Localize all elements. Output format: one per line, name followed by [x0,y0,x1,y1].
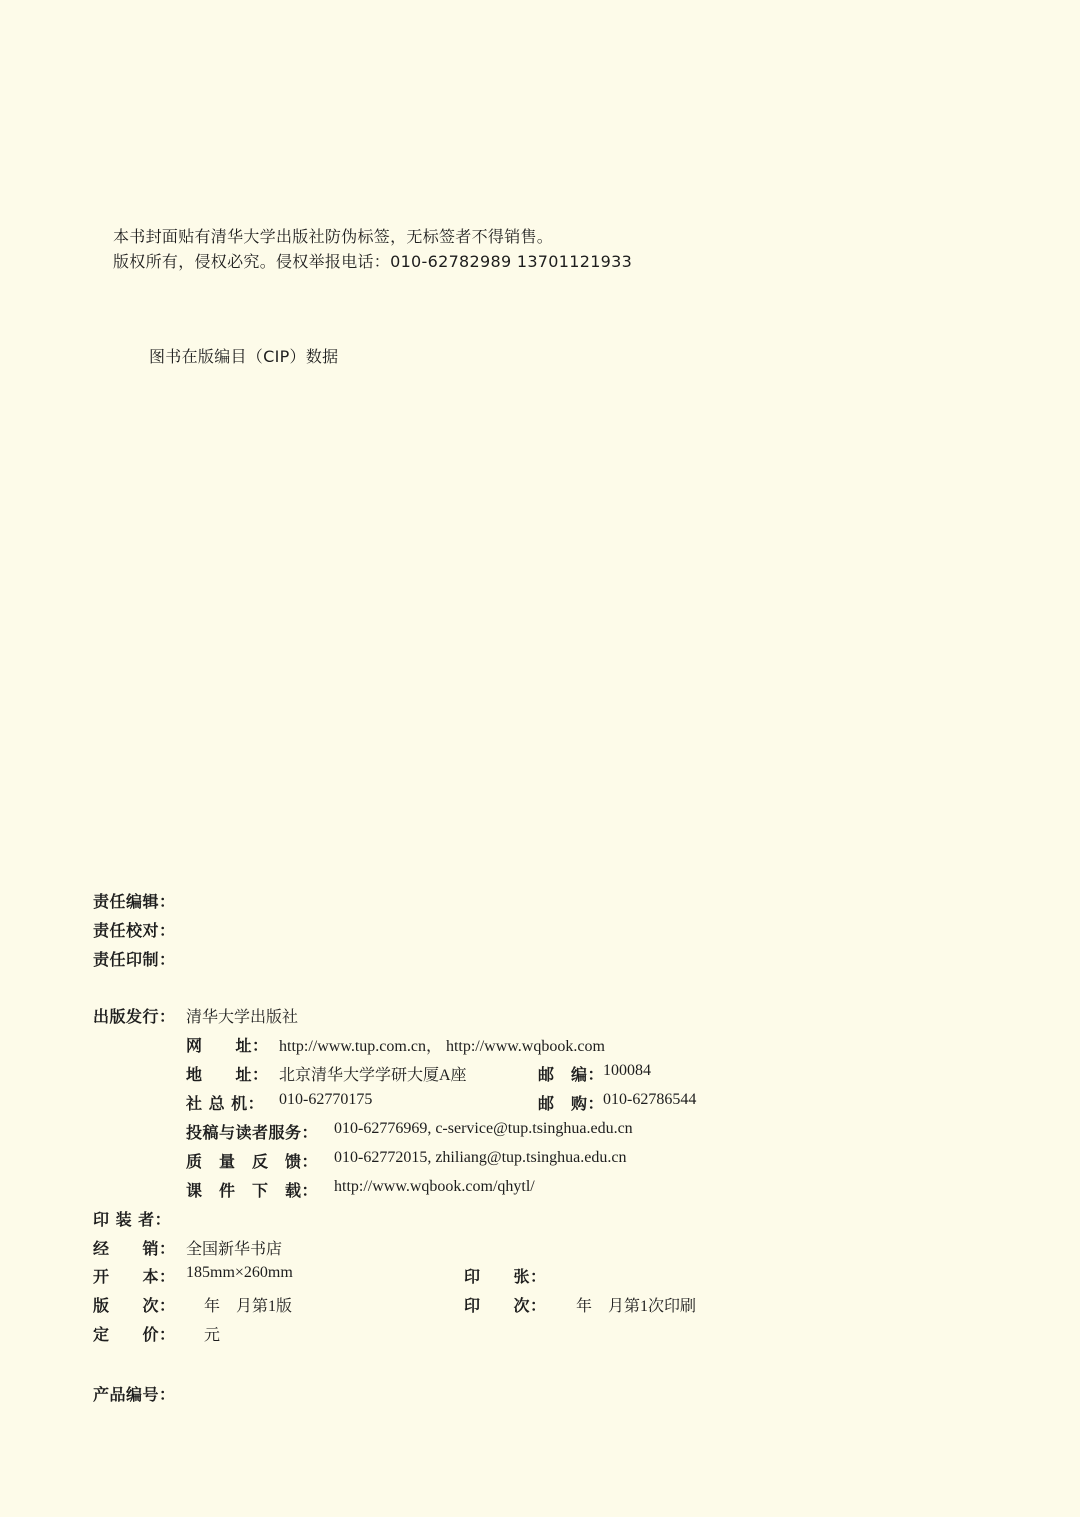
printed-sheets-label: 印 张： [464,1267,547,1286]
printer-label: 印 装 者： [93,1210,172,1229]
courseware-download-label: 课 件 下 载： [186,1181,319,1200]
publisher-name: 清华大学出版社 [186,1009,299,1026]
responsible-printing-label: 责任印制： [93,950,176,969]
quality-feedback-value: 010-62772015, zhiliang@tup.tsinghua.edu.cn [334,1149,627,1166]
website-value: http://www.tup.com.cn， http://www.wqbook.com [279,1038,605,1055]
address-label: 地 址： [186,1065,269,1084]
postcode-label: 邮 编： [538,1065,605,1084]
impression-label: 印 次： [464,1296,547,1315]
copyright-report-line: 版权所有，侵权必究。侵权举报电话：010-62782989 13701121933 [113,252,633,271]
postcode-value: 100084 [603,1062,651,1079]
submission-service-label: 投稿与读者服务： [186,1123,319,1142]
responsible-proofreader-label: 责任校对： [93,921,176,940]
product-code-label: 产品编号： [93,1385,176,1404]
price-value: 元 [204,1327,221,1344]
anti-counterfeit-notice: 本书封面贴有清华大学出版社防伪标签，无标签者不得销售。 [113,227,554,246]
mail-order-value: 010-62786544 [603,1091,697,1108]
impression-value: 年 月第1次印刷 [576,1298,697,1315]
switchboard-value: 010-62770175 [279,1091,373,1108]
format-value: 185mm×260mm [186,1264,293,1281]
distributor-value: 全国新华书店 [186,1241,283,1258]
submission-service-value: 010-62776969, c-service@tup.tsinghua.edu.cn [334,1120,633,1137]
mail-order-label: 邮 购： [538,1094,605,1113]
edition-label: 版 次： [93,1296,176,1315]
website-label: 网 址： [186,1036,269,1055]
cip-title: 图书在版编目（CIP）数据 [149,347,339,366]
courseware-download-value: http://www.wqbook.com/qhytl/ [334,1178,535,1195]
responsible-editor-label: 责任编辑： [93,892,176,911]
format-label: 开 本： [93,1267,176,1286]
switchboard-label: 社 总 机： [186,1094,265,1113]
distributor-label: 经 销： [93,1239,176,1258]
price-label: 定 价： [93,1325,176,1344]
quality-feedback-label: 质 量 反 馈： [186,1152,319,1171]
edition-value: 年 月第1版 [204,1298,293,1315]
address-value: 北京清华大学学研大厦A座 [279,1067,467,1084]
publisher-label: 出版发行： [93,1007,176,1026]
